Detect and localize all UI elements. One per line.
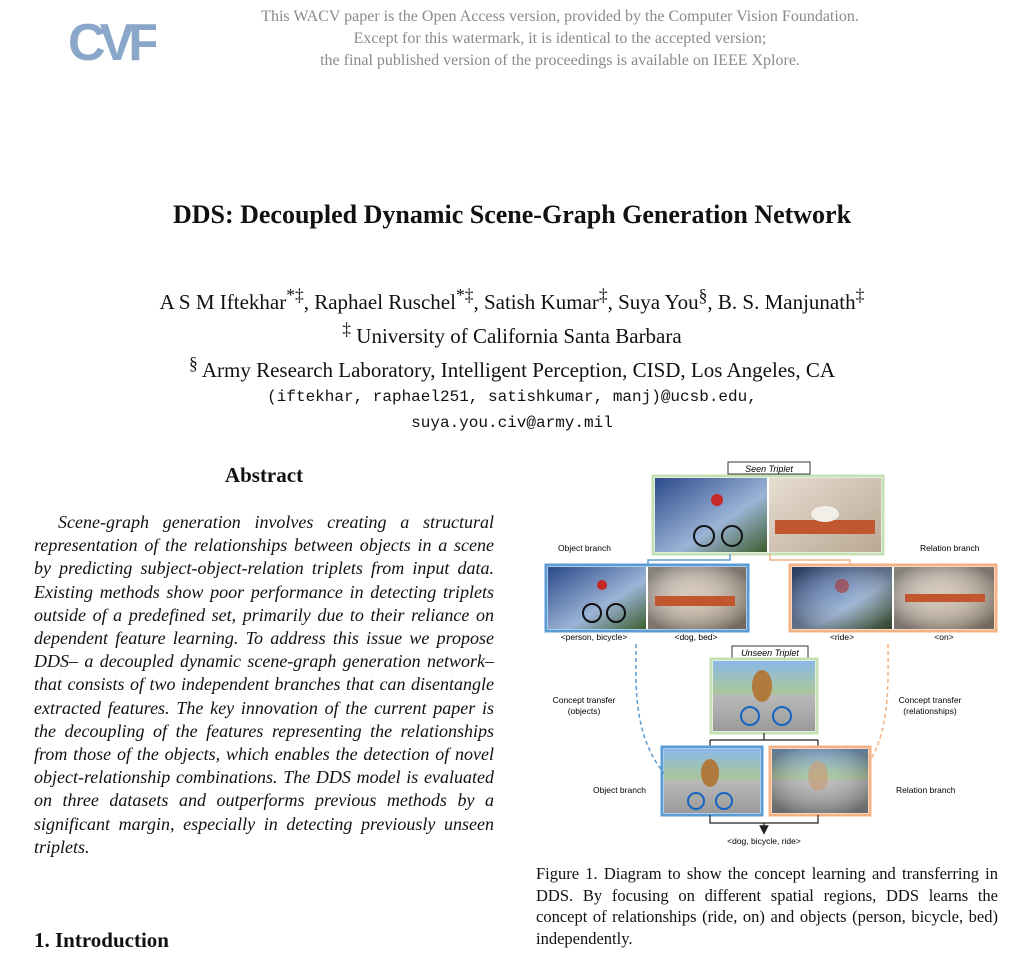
concept-transfer-rel-2: (relationships) [903, 706, 957, 716]
label-on: <on> [934, 632, 954, 642]
affiliation-mark: ‡ [342, 319, 352, 339]
figure-caption: Figure 1. Diagram to show the concept learning and transferring in DDS. By focusing on different spatial regions, DDS learns the concept of relationships (ride, on) and objects (person, bicycle, bed) independently. [536, 864, 998, 948]
author-name: Satish Kumar [483, 290, 599, 314]
author-separator: , [707, 290, 718, 314]
abstract-heading: Abstract [224, 463, 304, 487]
unseen-triplet-label: Unseen Triplet [741, 648, 799, 658]
cvf-logo [66, 10, 156, 70]
author-mark: ‡ [855, 285, 865, 305]
label-dog-bed: <dog, bed> [674, 632, 718, 642]
label-ride: <ride> [829, 632, 855, 642]
author-block [0, 282, 1024, 436]
introduction-heading: 1. Introduction [34, 928, 169, 952]
watermark-line2: Except for this watermark, it is identical to the accepted version; [353, 30, 767, 47]
watermark-line1: This WACV paper is the Open Access version, provided by the Computer Vision Foundation. [261, 8, 859, 25]
concept-transfer-objects-2: (objects) [567, 706, 601, 716]
affiliation-2 [0, 350, 1024, 384]
author-mark: *‡ [455, 285, 474, 305]
author-separator: , [607, 290, 619, 314]
author-list [0, 282, 1024, 316]
cyclist-image [655, 478, 767, 552]
author-mark: *‡ [286, 285, 304, 305]
watermark [210, 6, 910, 72]
affiliation-text: Army Research Laboratory, Intelligent Perception, CISD, Los Angeles, CA [201, 358, 835, 382]
figure-1 [520, 458, 1000, 858]
affiliation-mark: § [188, 353, 198, 373]
author-mark: ‡ [598, 285, 608, 305]
final-triplet-label: <dog, bicycle, ride> [727, 836, 801, 846]
abstract-body: Scene-graph generation involves creating a structural representation of the relationships between objects in a scene by predicting subject-object-relation triplets from input data. Existing methods show poor performance in detecting triplets outside of a predefined set, primarily due to their reliance on dependent feature learning. To address this issue we propose DDS– a decoupled dynamic scene-graph generation network– that consists of two independent branches that can disentangle extracted features. The key innovation of the current paper is the decoupling of the features representing the relationships from those of the objects, which enables the detection of novel object-relationship combinations. The DDS model is evaluated on three datasets and outperforms previous methods by a significant margin, especially in detecting previously unseen triplets. [34, 512, 494, 857]
concept-transfer-rel-1: Concept transfer [898, 695, 962, 705]
seen-triplet-label: Seen Triplet [745, 464, 793, 474]
affiliation-1 [0, 316, 1024, 350]
author-separator: , [303, 290, 315, 314]
watermark-line3: the final published version of the proceedings is available on IEEE Xplore. [320, 52, 800, 69]
paper-title: DDS: Decoupled Dynamic Scene-Graph Generation Network [172, 200, 852, 229]
object-branch-label-top: Object branch [558, 543, 611, 553]
relation-branch-label-bottom: Relation branch [896, 785, 956, 795]
author-name: Suya You [618, 290, 699, 314]
author-separator: , [473, 290, 484, 314]
label-person-bicycle: <person, bicycle> [560, 632, 628, 642]
author-name: Raphael Ruschel [314, 290, 456, 314]
author-name: B. S. Manjunath [717, 290, 856, 314]
email-line-2: suya.you.civ@army.mil [411, 414, 613, 432]
author-name: A S M Iftekhar [159, 290, 287, 314]
object-branch-label-bottom: Object branch [593, 785, 646, 795]
email-line-1: (iftekhar, raphael251, satishkumar, manj)@ucsb.edu, [267, 388, 757, 406]
concept-transfer-objects-1: Concept transfer [552, 695, 616, 705]
cvf-logo-text: CVF [68, 14, 154, 70]
relation-branch-label-top: Relation branch [920, 543, 980, 553]
author-mark: § [698, 285, 708, 305]
affiliation-text: University of California Santa Barbara [356, 324, 682, 348]
merge-connector [710, 815, 818, 830]
